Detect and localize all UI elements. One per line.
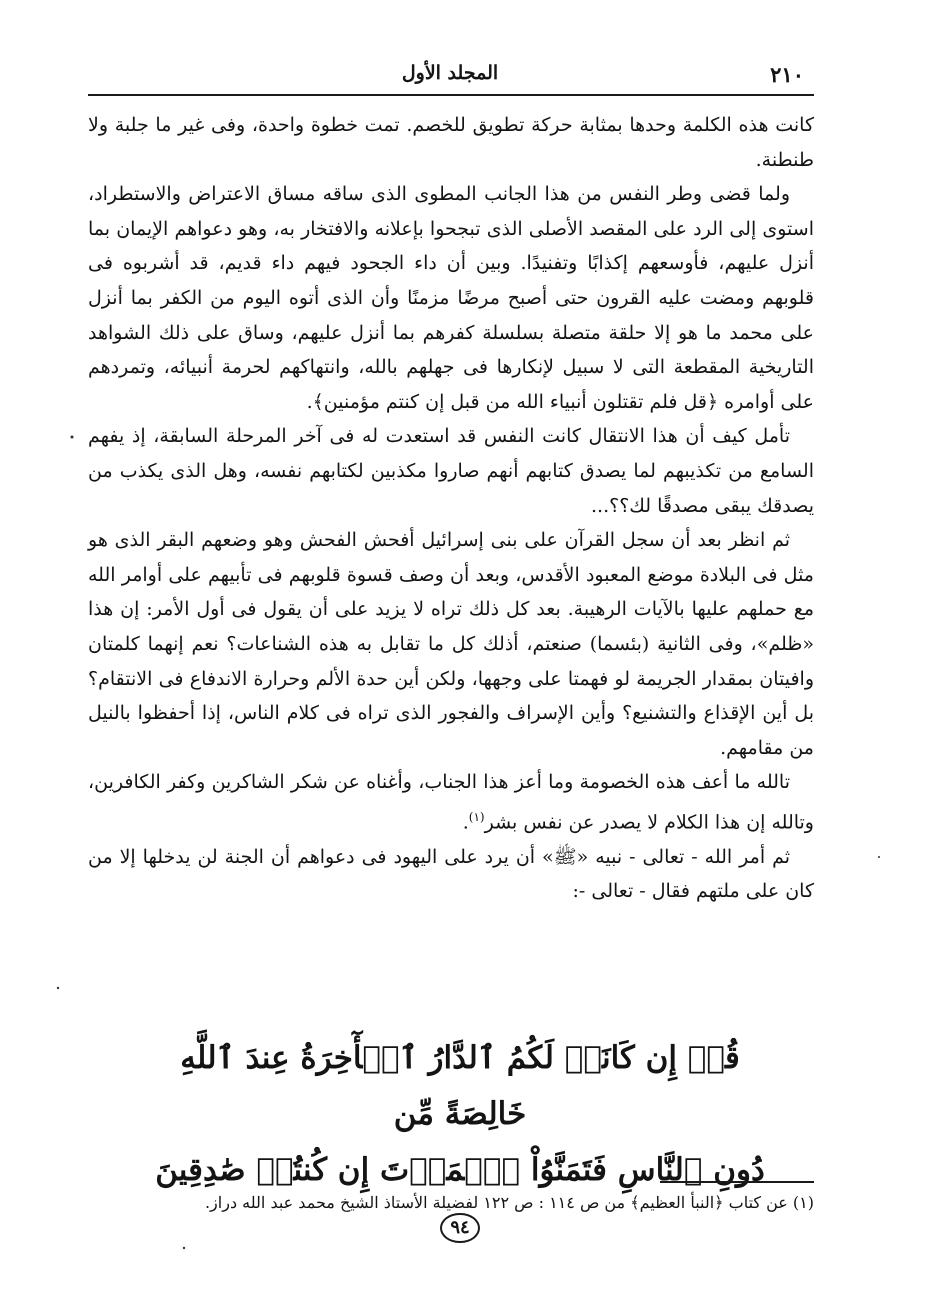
speck bbox=[57, 987, 59, 989]
quran-line-1: قُلۡ إِن كَانَتۡ لَكُمُ ٱلدَّارُ ٱلۡأٓخِرَةُ عِندَ ٱللَّهِ خَالِصَةً مِّن bbox=[180, 1040, 740, 1132]
speck bbox=[183, 1247, 185, 1249]
footnote: (١) عن كتاب ﴿النبأ العظيم﴾ من ص ١١٤ : ص ١٢٢ لفضيلة الأستاذ الشيخ محمد عبد الله دراز. bbox=[204, 1193, 814, 1212]
paragraph-4: ثم انظر بعد أن سجل القرآن على بنى إسرائيل أفحش الفحش وهو وضعهم البقر الذى هو مثل فى البلادة موضع المعبود الأقدس، وبعد أن وصف قسوة قلوبهم فى تأبيهم على أوامر الله مع حملهم عليها بالآيات الرهيبة. بعد كل ذلك تراه لا يزيد على أن يقول فى أول الأمر: إن هذا «ظلم»، وفى الثانية (بئسما) صنعتم، أذلك كل ما تقابل به هذه الشناعات؟ نعم إنهما كلمتان وافيتان بمقدار الجريمة لو فهمتا على وجهها، ولكن أين حدة الألم وحرارة الاندفاع فى الانتقام؟ بل أين الإقذاع والتشنيع؟ وأين الإسراف والفجور الذى تراه فى كلام الناس، إذا أحفظوا بالنيل من مقامهم. bbox=[88, 529, 814, 759]
paragraph-2: ولما قضى وطر النفس من هذا الجانب المطوى الذى ساقه مساق الاعتراض والاستطراد، استوى إلى الرد على المقصد الأصلى الذى تبجحوا بإعلانه والافتخار به، وهو دعواهم الإيمان بما أنزل عليهم، فأوسعهم إكذابًا وتفنيدًا. وبين أن داء الجحود فيهم داء قديم، قد أشربوه فى قلوبهم ومضت عليه القرون حتى أصبح مرضًا مزمنًا وأن الذى أتوه اليوم من الكفر بما أنزل على محمد ما هو إلا حلقة متصلة بسلسلة كفرهم بما أنزل عليهم، وساق على ذلك الشواهد التاريخية المقطعة التى لا سبيل لإنكارها فى جهلهم بالله، وانتهاكهم لحرمة أنبيائه، وتمردهم على أوامره ﴿قل فلم تقتلون أنبياء الله من قبل إن كنتم مؤمنين﴾. bbox=[88, 183, 814, 413]
paragraph-3: تأمل كيف أن هذا الانتقال كانت النفس قد استعدت له فى آخر المرحلة السابقة، إذ يفهم السامع من تكذيبهم لما يصدق كتابهم أنهم صاروا مكذبين لكتابهم نفسه، وهل الذى يكذب من يصدقك يبقى مصدقًا لك؟؟... bbox=[88, 425, 814, 517]
speck bbox=[878, 856, 880, 858]
paragraph-1: كانت هذه الكلمة وحدها بمثابة حركة تطويق للخصم. تمت خطوة واحدة، وفى غير ما جلبة ولا طنطنة. bbox=[88, 114, 814, 171]
page-number: ٢١٠ bbox=[770, 62, 804, 87]
paragraph-6: ثم أمر الله - تعالى - نبيه «ﷺ» أن يرد على اليهود فى دعواهم أن الجنة لن يدخلها إلا من كان على ملتهم فقال - تعالى -: bbox=[88, 845, 814, 903]
volume-title: المجلد الأول bbox=[401, 62, 499, 84]
quran-line-2-text: دُونِ ٱلنَّاسِ فَتَمَنَّوُاْ ٱلۡمَوۡتَ إِن كُنتُمۡ صَٰدِقِينَ bbox=[155, 1152, 765, 1188]
footnote-reference: (١) bbox=[468, 809, 485, 824]
ayah-number-marker: ٩٤ bbox=[440, 1213, 479, 1243]
speck bbox=[71, 436, 74, 439]
paragraph-5-text: تالله ما أعف هذه الخصومة وما أعز هذا الجناب، وأغناه عن شكر الشاكرين وكفر الكافرين، وتالله إن هذا الكلام لا يصدر عن نفس بشر bbox=[88, 771, 814, 834]
paragraph-5-end: . bbox=[462, 811, 469, 834]
